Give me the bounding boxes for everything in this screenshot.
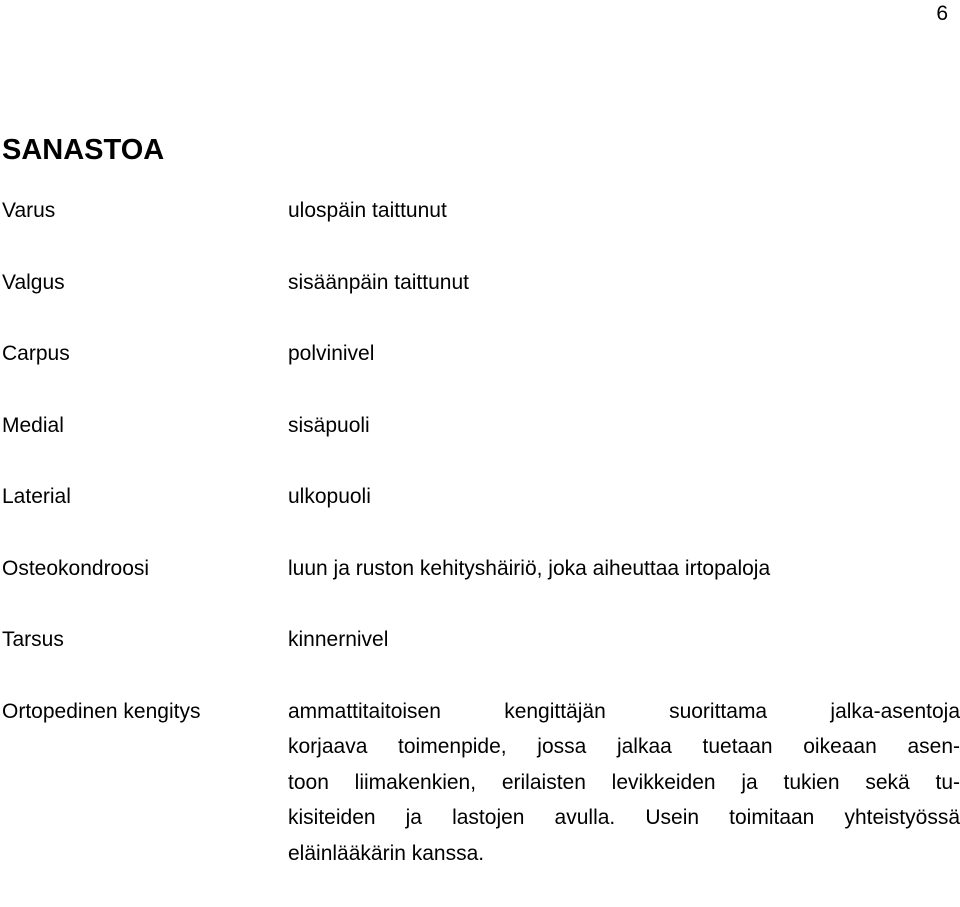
glossary-term: Ortopedinen kengitys [2,699,201,723]
glossary-entry [2,694,960,872]
definition-line: toon liimakenkien, erilaisten levikkeiden ja tukien sekä tu- [288,770,960,794]
glossary-definition: kinnernivel [288,628,389,651]
glossary-definition [288,694,960,872]
glossary-term: Carpus [2,342,70,365]
section-heading: SANASTOA [2,134,165,166]
glossary-definition: ulospäin taittunut [288,199,447,222]
glossary-term: Laterial [2,485,71,508]
page-number: 6 [936,2,948,25]
glossary-term: Varus [2,199,56,222]
glossary-definition: sisäpuoli [288,413,370,437]
glossary-entry [2,336,960,372]
glossary-entry [2,265,960,301]
glossary-definition: luun ja ruston kehityshäiriö, joka aiheuttaa irtopaloja [288,556,771,580]
definition-line: eläinlääkärin kanssa. [288,841,485,865]
glossary-entry [2,193,960,229]
glossary-term: Osteokondroosi [2,556,150,580]
glossary-term: Valgus [2,270,65,294]
glossary-entry [2,479,960,515]
glossary-definition: polvinivel [288,342,375,365]
glossary-entry [2,551,960,587]
definition-line: ammattitaitoisen kengittäjän suorittama jalka-asentoja [288,699,960,723]
glossary-definition: sisäänpäin taittunut [288,270,469,294]
glossary-entry [2,622,960,658]
glossary-term: Tarsus [2,628,64,651]
definition-line: kisiteiden ja lastojen avulla. Usein toimitaan yhteistyössä [288,806,960,829]
glossary-list [2,193,960,907]
definition-line: korjaava toimenpide, jossa jalkaa tuetaan oikeaan asen- [288,735,960,758]
glossary-term: Medial [2,413,64,437]
glossary-entry [2,408,960,444]
glossary-definition: ulkopuoli [288,485,371,508]
